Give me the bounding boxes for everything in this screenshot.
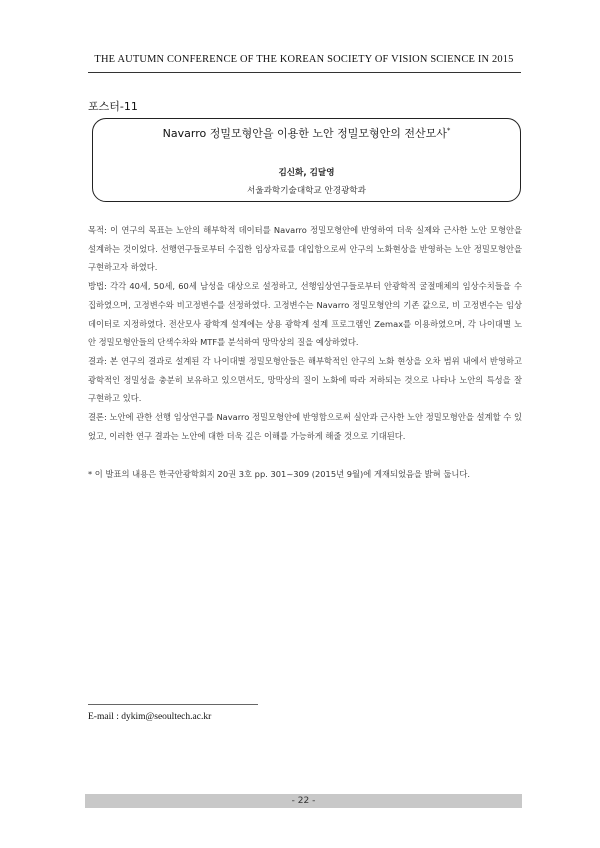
conference-header: THE AUTUMN CONFERENCE OF THE KOREAN SOCIETY OF VISION SCIENCE IN 2015 — [94, 54, 514, 65]
paper-title — [93, 125, 520, 141]
title-footnote-marker: * — [446, 126, 451, 135]
authors: 김신화, 김달영 — [278, 168, 335, 178]
abstract — [88, 221, 522, 445]
abstract-conclusion: 결론: 노안에 관한 선행 임상연구를 Navarro 정밀모형안에 반영함으로써 실안과 근사한 노안 정밀모형안을 설계할 수 있었고, 이러한 연구 결과는 노안에 대한 더욱 깊은 이해를 가능하게 해줄 것으로 기대된다. — [88, 412, 522, 441]
poster-label: 포스터-11 — [88, 100, 138, 113]
abstract-purpose: 목적: 이 연구의 목표는 노안의 해부학적 데이터를 Navarro 정밀모형안에 반영하여 더욱 실제와 근사한 노안 모형안을 설계하는 것이었다. 선행연구들로부터 수집한 임상자료를 대입함으로써 안구의 노화현상을 반영하는 노안 정밀모형안을 구현하고자 하였다. — [88, 225, 522, 273]
paper-title-text: Navarro 정밀모형안을 이용한 노안 정밀모형안의 전산모사 — [162, 127, 447, 140]
abstract-methods: 방법: 각각 40세, 50세, 60세 남성을 대상으로 설정하고, 선행임상연구들로부터 안광학적 굴절매체의 임상수치들을 수집하였으며, 고정변수와 비고정변수를 선정하였다. 고정변수는 Navarro 정밀모형안의 기존 값으로, 비 고정변수는 임상데이터로 지정하였다. 전산모사 광학계 설계에는 상용 광학계 설계 프로그램인 Zemax를 이용하였으며, 각 나이대별 노안 정밀모형안들의 단색수차와 MTF를 분석하여 망막상의 질을 예상하였다. — [88, 281, 522, 348]
page-number: - 22 - — [291, 796, 316, 806]
title-box — [92, 118, 521, 202]
affiliation: 서울과학기술대학교 안경광학과 — [247, 186, 366, 196]
page-footer-bar — [85, 794, 522, 808]
abstract-results: 결과: 본 연구의 결과로 설계된 각 나이대별 정밀모형안들은 해부학적인 안구의 노화 현상을 오차 범위 내에서 반영하고 광학적인 정밀성을 충분히 보유하고 있으면서도, 망막상의 질이 노화에 따라 저하되는 것으로 나타나 노안의 특성을 잘 구현하고 있다. — [88, 355, 522, 404]
publication-footnote: * 이 발표의 내용은 한국안광학회지 20권 3호 pp. 301~309 (2015년 9월)에 게재되었음을 밝혀 둡니다. — [88, 469, 471, 479]
contact-email: E-mail : dykim@seoultech.ac.kr — [88, 712, 212, 722]
footnote-divider — [88, 704, 258, 705]
header-divider — [88, 72, 521, 73]
